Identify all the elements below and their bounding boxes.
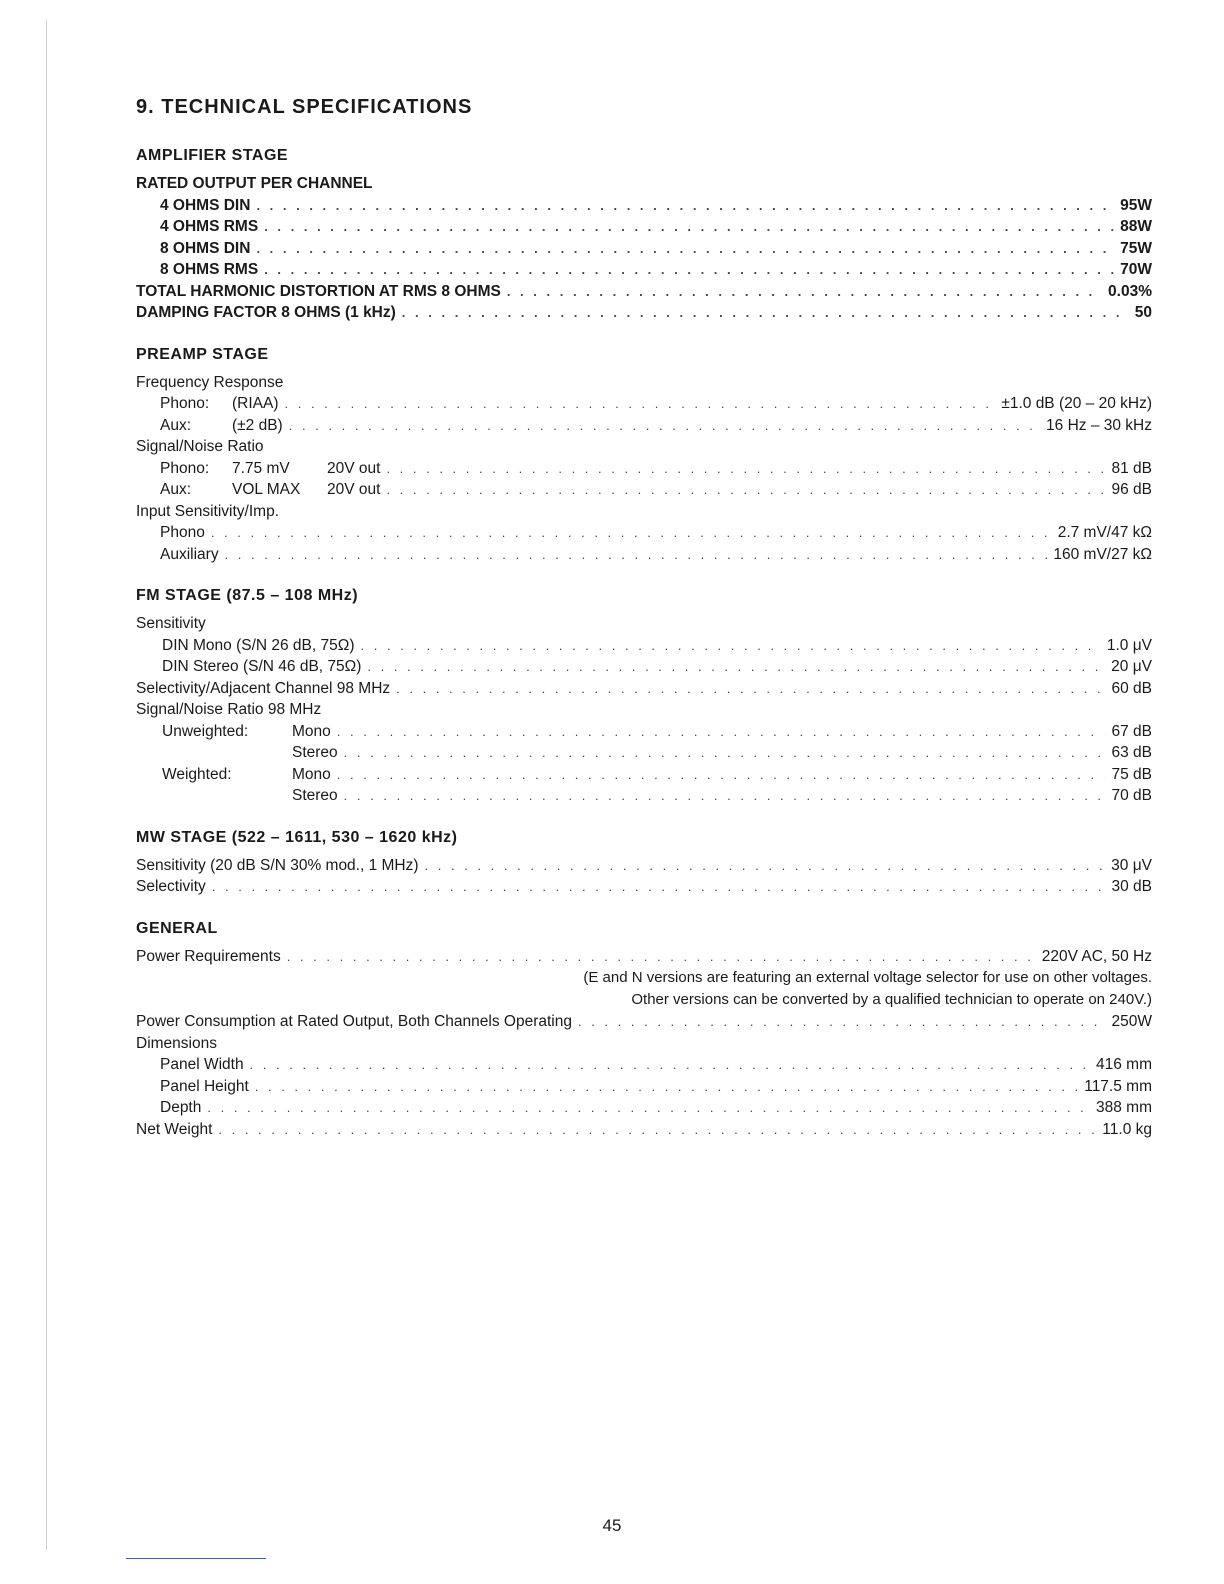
mw-section: [136, 829, 1152, 898]
spec-row: Selectivity . . . 30 dB: [136, 876, 1152, 898]
spec-row: DIN Mono (S/N 26 dB, 75Ω) . . . 1.0 μV: [136, 635, 1152, 657]
spec-row: Depth . . . 388 mm: [136, 1097, 1152, 1119]
spec-row: 8 OHMS DIN . . . 75W: [136, 238, 1152, 260]
amplifier-heading: AMPLIFIER STAGE: [136, 147, 289, 164]
spec-row: Stereo . . . 70 dB: [136, 785, 1152, 807]
spec-row: Phono: (RIAA) . . . ±1.0 dB (20 – 20 kHz): [136, 393, 1152, 415]
amplifier-section: [136, 147, 1152, 324]
spec-row: Stereo . . . 63 dB: [136, 742, 1152, 764]
spec-row: Power Requirements . . . 220V AC, 50 Hz: [136, 946, 1152, 968]
sn-ratio-label: Signal/Noise Ratio: [136, 438, 264, 455]
preamp-heading: PREAMP STAGE: [136, 345, 269, 363]
spec-row: Phono: 7.75 mV 20V out . . . 81 dB: [136, 458, 1152, 480]
spec-row: Panel Width . . . 416 mm: [136, 1054, 1152, 1076]
preamp-section: [136, 346, 1152, 566]
spec-row: DIN Stereo (S/N 46 dB, 75Ω) . . . 20 μV: [136, 656, 1152, 678]
spec-row: Phono . . . 2.7 mV/47 kΩ: [136, 522, 1152, 544]
fm-heading: FM STAGE (87.5 – 108 MHz): [136, 587, 359, 604]
general-heading: GENERAL: [136, 919, 218, 937]
spec-row: Net Weight . . . 11.0 kg: [136, 1119, 1152, 1141]
spec-row: Panel Height . . . 117.5 mm: [136, 1076, 1152, 1098]
spec-row: Sensitivity (20 dB S/N 30% mod., 1 MHz) . . . 30 μV: [136, 855, 1152, 877]
page-number: 45: [602, 1516, 622, 1535]
spec-row: DAMPING FACTOR 8 OHMS (1 kHz) . . . 50: [136, 302, 1152, 324]
freq-response-label: Frequency Response: [136, 373, 284, 391]
spec-row: Weighted: Mono . . . 75 dB: [136, 764, 1152, 786]
dimensions-label: Dimensions: [136, 1034, 217, 1052]
spec-row: 8 OHMS RMS . . . 70W: [136, 259, 1152, 281]
binder-edge: [46, 20, 47, 1550]
footer-rule: [126, 1558, 266, 1559]
page-title: 9. TECHNICAL SPECIFICATIONS: [136, 96, 473, 118]
spec-row: 4 OHMS RMS . . . 88W: [136, 216, 1152, 238]
mw-heading: MW STAGE (522 – 1611, 530 – 1620 kHz): [136, 828, 458, 846]
spec-row: 4 OHMS DIN . . . 95W: [136, 195, 1152, 217]
spec-row: Auxiliary . . . 160 mV/27 kΩ: [136, 544, 1152, 566]
voltage-note-line-1: (E and N versions are featuring an external voltage selector for use on other voltages.: [583, 969, 1152, 986]
spec-page: [136, 96, 1152, 1162]
input-sensitivity-label: Input Sensitivity/Imp.: [136, 502, 280, 520]
rated-output-label: RATED OUTPUT PER CHANNEL: [136, 175, 373, 192]
spec-row: Aux: VOL MAX 20V out . . . 96 dB: [136, 479, 1152, 501]
fm-sn-label: Signal/Noise Ratio 98 MHz: [136, 701, 322, 718]
spec-row: Aux: (±2 dB) . . . 16 Hz – 30 kHz: [136, 415, 1152, 437]
fm-sensitivity-label: Sensitivity: [136, 615, 206, 632]
spec-row: Selectivity/Adjacent Channel 98 MHz . . . 60 dB: [136, 678, 1152, 700]
voltage-note-line-2: Other versions can be converted by a qualified technician to operate on 240V.): [631, 991, 1152, 1008]
general-section: [136, 920, 1152, 1141]
fm-section: [136, 587, 1152, 807]
spec-row: TOTAL HARMONIC DISTORTION AT RMS 8 OHMS . . . 0.03%: [136, 281, 1152, 303]
spec-row: Power Consumption at Rated Output, Both Channels Operating . . . 250W: [136, 1011, 1152, 1033]
spec-row: Unweighted: Mono . . . 67 dB: [136, 721, 1152, 743]
